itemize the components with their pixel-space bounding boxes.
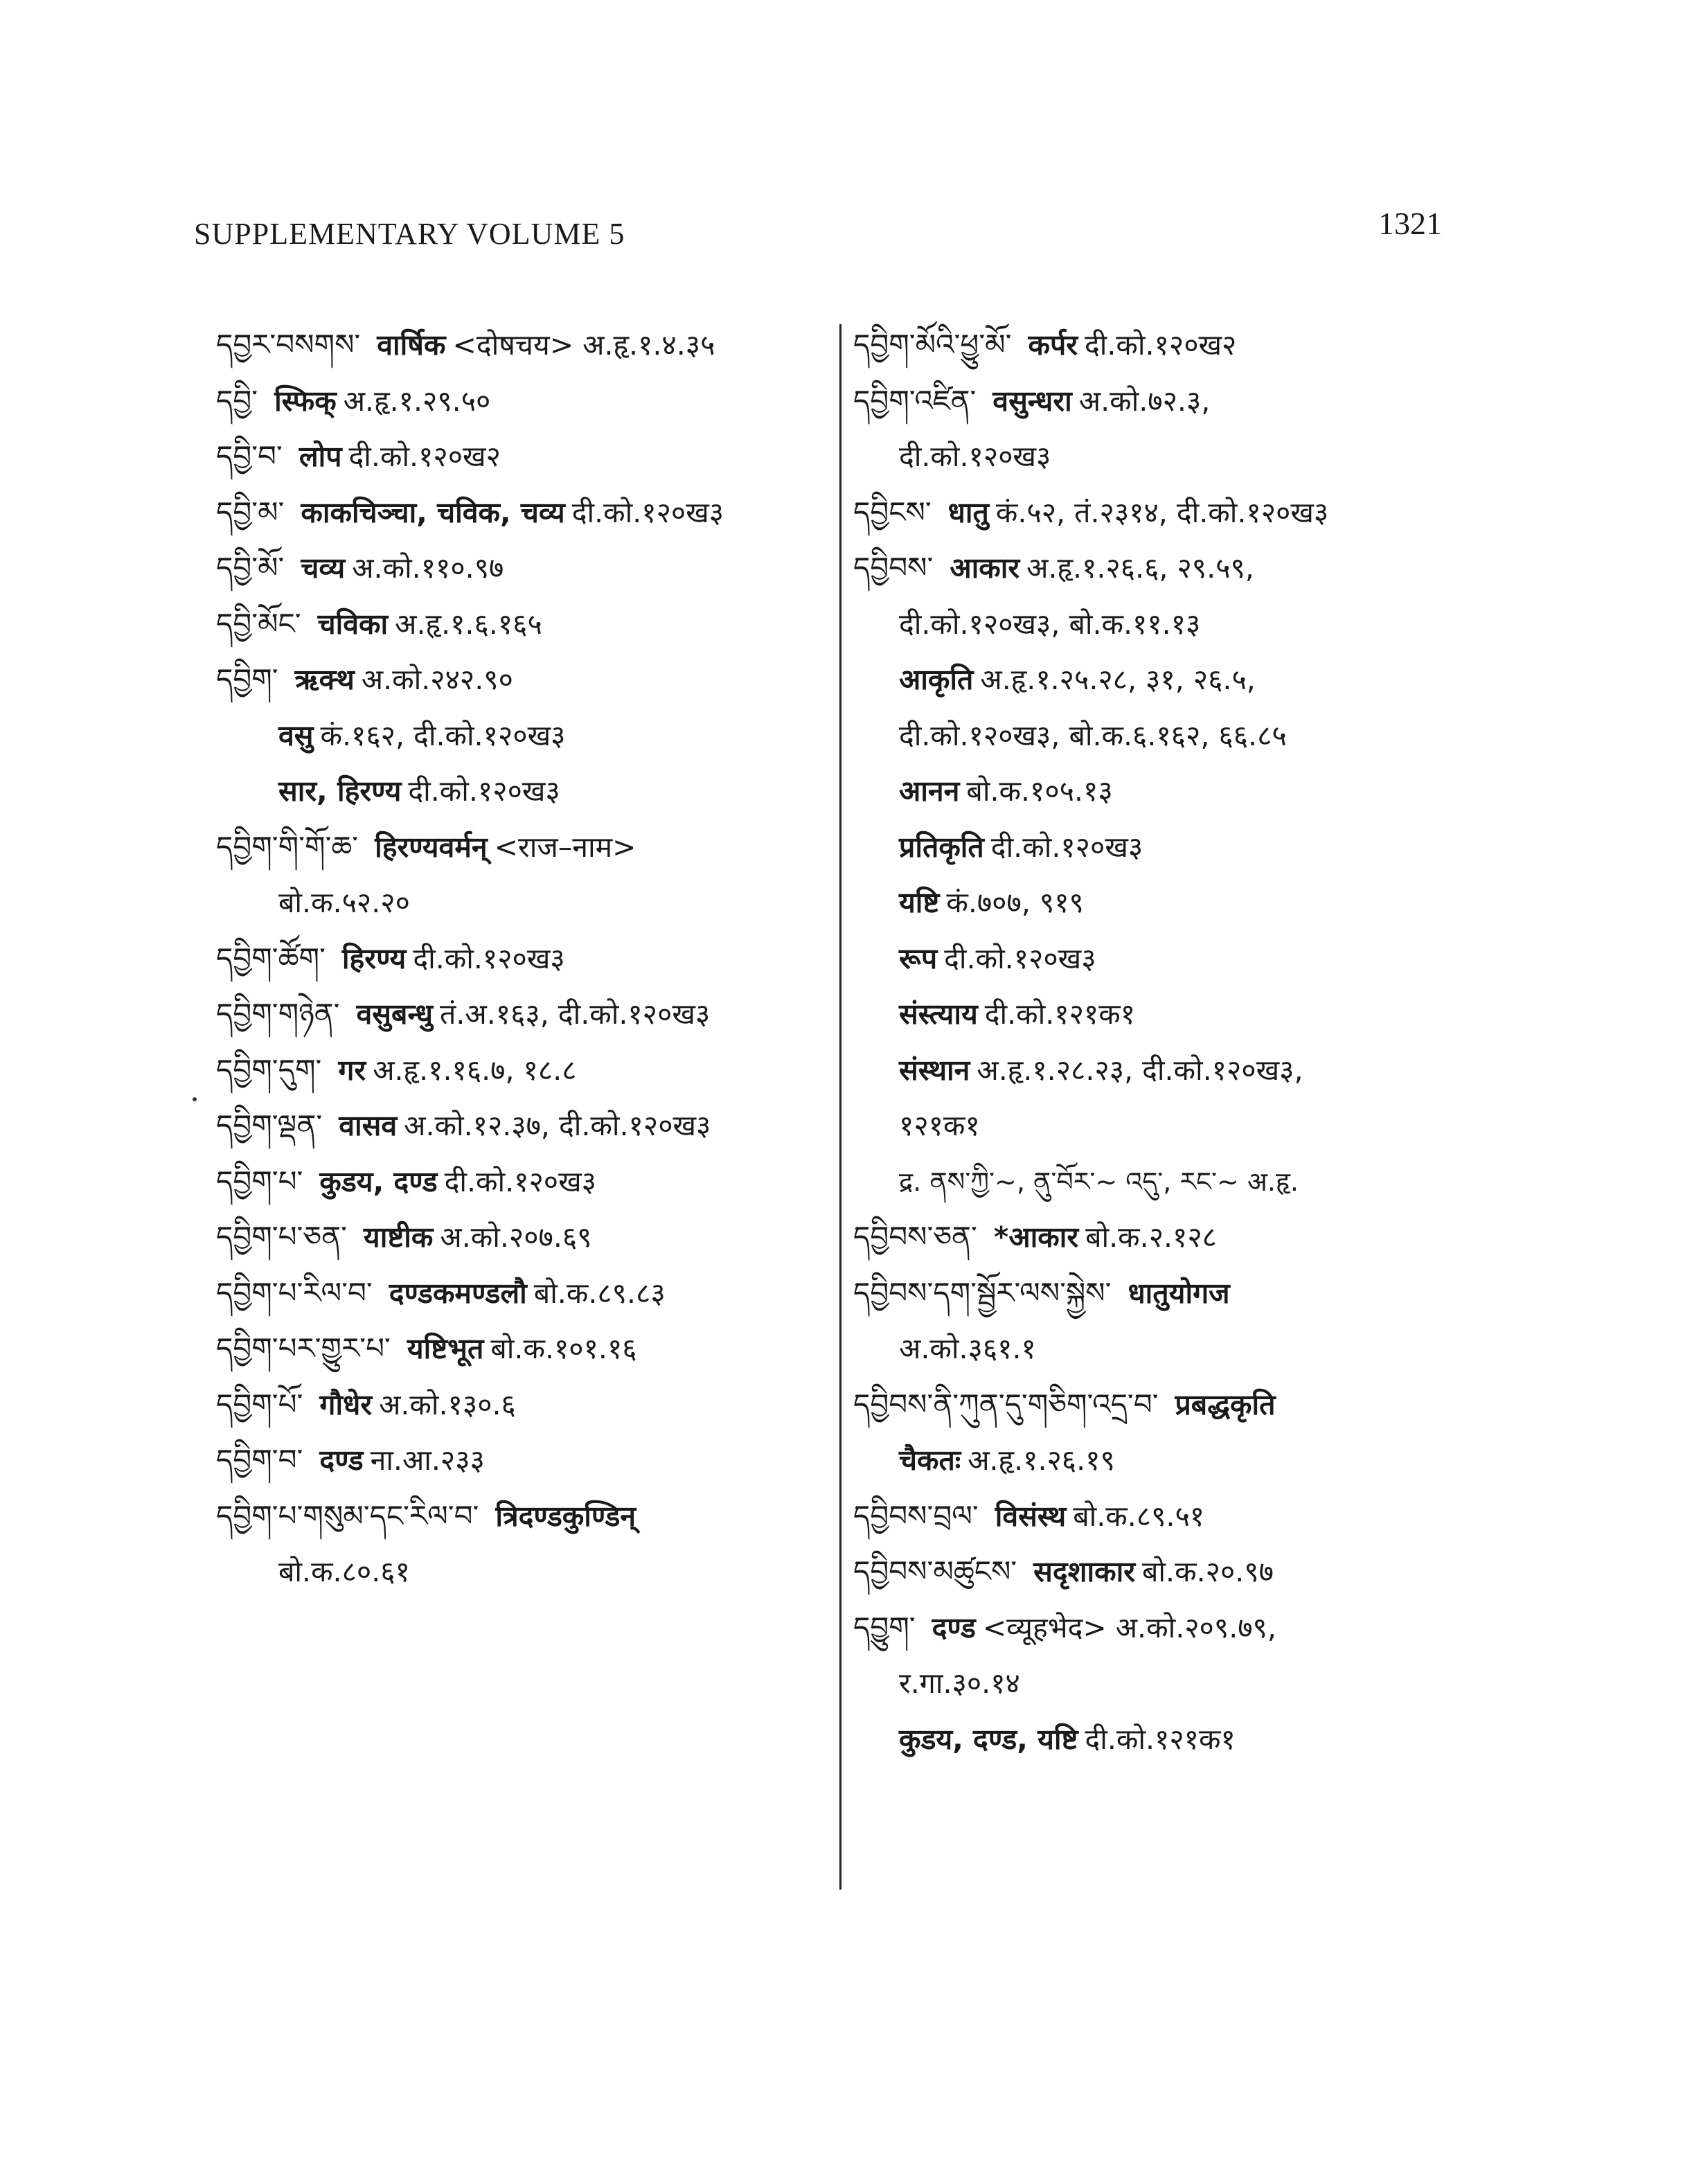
tibetan-headword: དབྱིབས་མཚུངས་ [853,1554,1017,1588]
dictionary-entry [216,1266,832,1322]
source-reference: अ.हृ.१.६.१६५ [395,607,542,641]
dictionary-entry [216,429,832,485]
tibetan-headword: དབྱི་མོང་ [216,606,301,641]
source-reference: अ.को.१३०.६ [379,1387,516,1421]
entry-continuation [853,1712,1463,1768]
source-reference: बो.क.१०१.१६ [490,1332,637,1365]
tibetan-headword: དབྱིག་མོའི་ཕྱུ་མོ་ [853,328,1012,362]
source-reference: अ.को.२०७.६९ [440,1220,592,1254]
dictionary-entry [853,373,1463,429]
sanskrit-equivalent: यष्टिभूत [407,1332,484,1365]
tibetan-headword: དབྱིབས་ཅན་ [853,1220,977,1254]
sanskrit-equivalent: आनन [899,774,960,808]
tibetan-headword: དབྱིག་པོ་ [216,1387,303,1421]
sanskrit-equivalent: हिरण्य [341,941,407,975]
entry-continuation [853,1154,1463,1210]
left-column [216,317,832,1600]
entry-continuation [853,708,1463,764]
source-reference: अ.हृ.१.२६.१९ [968,1444,1115,1477]
source-reference: तं.अ.१६३, दी.को.१२०ख३ [440,997,711,1031]
dictionary-entry [853,317,1463,373]
sanskrit-equivalent: प्रबद्धकृति [1175,1387,1276,1421]
sanskrit-equivalent: चव्य [301,551,346,585]
sanskrit-equivalent: दण्ड [932,1610,976,1644]
source-reference: <व्यूहभेद> अ.को.२०९.७९, [982,1610,1276,1644]
source-reference: बो.क.२०.९७ [1142,1555,1274,1588]
sanskrit-equivalent: चविका [317,607,389,641]
source-reference: अ.को.१२.३७, दी.को.१२०ख३ [404,1109,711,1142]
sanskrit-equivalent: सार, हिरण्य [278,774,402,808]
sanskrit-equivalent: यष्टि [899,886,940,919]
dictionary-entry [853,1209,1463,1266]
running-head: SUPPLEMENTARY VOLUME 5 [194,217,625,251]
sanskrit-equivalent: आकृति [899,663,974,696]
sanskrit-equivalent: वसुन्धरा [992,384,1072,418]
tibetan-headword: དབྱིག་ [216,662,278,696]
sanskrit-equivalent: याष्टीक [363,1220,434,1254]
source-reference: <राज–नाम> [494,830,636,864]
entry-continuation [853,986,1463,1042]
dictionary-entry [853,540,1463,596]
sanskrit-equivalent: दण्डकमण्डलौ [389,1276,527,1310]
sanskrit-equivalent: हिरण्यवर्मन् [375,830,488,864]
tibetan-headword: དབྱུག་ [853,1610,916,1644]
sanskrit-equivalent: संस्थान [899,1053,970,1087]
entry-continuation [216,875,832,931]
tibetan-headword: དབྱིག་ཚོག་ [216,941,326,975]
sanskrit-equivalent: धातु [947,495,989,529]
sanskrit-equivalent: चैकतः [899,1444,961,1477]
entry-continuation [853,819,1463,876]
tibetan-headword: དབྱི་མ་ [216,495,285,529]
source-reference: बो.क.८०.६१ [278,1555,410,1588]
dictionary-entry [216,317,832,373]
tibetan-headword: དབྱི་ [216,383,258,418]
dictionary-entry [216,596,832,652]
sanskrit-equivalent: गौधेर [319,1387,373,1421]
dictionary-entry [853,1377,1463,1433]
dictionary-entry [216,540,832,596]
sanskrit-equivalent: *आकार [993,1220,1079,1254]
tibetan-headword: དབྱིབས་བྲལ་ [853,1498,979,1533]
entry-continuation [853,652,1463,708]
source-reference: दी.को.१२०ख३ [413,941,565,975]
dictionary-entry [216,652,832,708]
dictionary-entry [216,986,832,1042]
dictionary-entry [216,819,832,876]
page-number: 1321 [1378,206,1442,241]
entry-continuation [853,429,1463,485]
dictionary-entry [216,1377,832,1433]
tibetan-headword: དབྱིག་པ་ [216,1164,303,1198]
source-reference: १२१क१ [899,1109,980,1142]
sanskrit-equivalent: रूप [899,941,938,975]
dictionary-entry [853,485,1463,541]
sanskrit-equivalent: लोप [299,440,342,473]
dictionary-entry [216,1432,832,1489]
right-column [853,317,1463,1767]
source-reference: दी.को.१२०ख३ [444,1164,596,1198]
dictionary-entry [853,1489,1463,1545]
tibetan-headword: དབྱིག་པར་གྱུར་པ་ [216,1331,391,1365]
sanskrit-equivalent: वासव [339,1109,398,1142]
tibetan-headword: དབྱིག་པ་རིལ་བ་ [216,1275,373,1310]
source-reference: दी.को.१२०ख३ [944,941,1096,975]
entry-continuation [853,1655,1463,1712]
entry-continuation [853,1432,1463,1489]
source-reference: र.गा.३०.१४ [899,1667,1020,1700]
entry-continuation [853,1042,1463,1099]
source-reference: दी.को.१२०ख३ [408,774,560,808]
entry-continuation [853,763,1463,819]
source-reference: दी.को.१२०ख३, बो.क.६.१६२, ६६.८५ [899,718,1287,752]
entry-continuation [216,763,832,819]
sanskrit-equivalent: दण्ड [319,1444,364,1477]
sanskrit-equivalent: स्फिक् [274,384,337,418]
sanskrit-equivalent: धातुयोगज [1128,1276,1230,1310]
sanskrit-equivalent: सदृशाकार [1033,1555,1135,1588]
dictionary-entry [216,1042,832,1099]
source-reference: दी.को.१२१क१ [1085,1722,1236,1756]
dictionary-entry [853,1544,1463,1600]
entry-continuation [853,596,1463,652]
tibetan-headword: དབྱིབས་ནི་ཀུན་དུ་གཅིག་འདྲ་བ་ [853,1387,1159,1421]
tibetan-headword: དབྱིག་པ་གསུམ་དང་རིལ་བ་ [216,1498,479,1533]
sanskrit-equivalent: ऋक्थ [294,663,355,696]
source-reference: दी.को.१२०ख२ [1085,328,1237,362]
dictionary-entry [216,373,832,429]
source-reference: अ.को.२४२.९० [361,663,513,696]
sanskrit-equivalent: वार्षिक [377,328,446,362]
sanskrit-equivalent: विसंस्थ [995,1499,1067,1533]
tibetan-headword: དབྱི་མོ་ [216,551,285,585]
sanskrit-equivalent: आकार [950,551,1020,585]
tibetan-headword: དབྱིག་འཛིན་ [853,383,977,418]
source-reference: ना.आ.२३३ [370,1444,485,1477]
source-reference: दी.को.१२०ख३ [899,440,1051,473]
dictionary-entry [216,1321,832,1377]
sanskrit-equivalent: कुडय, दण्ड [319,1164,438,1198]
entry-continuation [853,1098,1463,1154]
dictionary-entry [216,485,832,541]
sanskrit-equivalent: कुडय, दण्ड, यष्टि [899,1722,1078,1756]
tibetan-headword: དབྱིག་དུག་ [216,1052,322,1087]
tibetan-headword: དབྱར་བསགས་ [216,328,361,362]
source-reference: बो.क.५२.२० [278,886,410,919]
tibetan-headword: དབྱིག་ལྡན་ [216,1108,323,1142]
sanskrit-equivalent: कर्पर [1028,328,1078,362]
sanskrit-equivalent: प्रतिकृति [899,830,984,864]
sanskrit-equivalent: वसु [278,718,314,752]
tibetan-headword: དབྱིབས་དག་སྦྱོར་ལས་སྐྱེས་ [853,1275,1112,1310]
tibetan-headword: དབྱིག་པ་ཅན་ [216,1220,347,1254]
source-reference: अ.को.११०.९७ [352,551,504,585]
scan-speck [193,1097,197,1101]
entry-continuation [216,1544,832,1600]
tibetan-headword: དབྱིབས་ [853,551,934,585]
tibetan-headword: དབྱིག་གཉེན་ [216,997,340,1031]
entry-continuation [853,875,1463,931]
source-reference: अ.हृ.१.२८.२३, दी.को.१२०ख३, [977,1053,1303,1087]
source-reference: दी.को.१२०ख३ [990,830,1143,864]
dictionary-entry [853,1600,1463,1656]
tibetan-headword: དབྱི་བ་ [216,439,283,473]
dictionary-entry [216,1209,832,1266]
tibetan-headword: དབྱིག་བ་ [216,1443,303,1477]
sanskrit-equivalent: वसुबन्धु [356,997,434,1031]
source-reference: दी.को.१२१क१ [984,997,1136,1031]
source-reference: दी.को.१२०ख३, बो.क.११.१३ [899,607,1201,641]
source-reference: दी.को.१२०ख२ [348,440,501,473]
source-reference: अ.को.७२.३, [1078,384,1211,418]
source-reference: अ.हृ.१.२६.६, २९.५९, [1026,551,1254,585]
source-reference: दी.को.१२०ख३ [571,495,724,529]
tibetan-headword: དབྱིངས་ [853,495,932,529]
sanskrit-equivalent: गर [338,1053,366,1087]
dictionary-entry [216,931,832,987]
source-reference: कं.७०७, ९१९ [946,886,1084,919]
source-reference: बो.क.८९.८३ [533,1276,666,1310]
entry-continuation [853,931,1463,987]
dictionary-entry [216,1154,832,1210]
dictionary-entry [216,1489,832,1545]
source-reference: कं.५२, तं.२३१४, दी.को.१२०ख३ [995,495,1329,529]
source-reference: अ.को.३६१.१ [899,1332,1036,1365]
source-reference: बो.क.१०५.१३ [966,774,1113,808]
source-reference: अ.हृ.१.२५.२८, ३१, २६.५, [980,663,1256,696]
sanskrit-equivalent: संस्त्याय [899,997,978,1031]
entry-continuation [853,1321,1463,1377]
source-reference: अ.हृ.१.१६.७, १८.८ [373,1053,577,1087]
source-reference: बो.क.२.१२८ [1085,1220,1218,1254]
source-reference: अ.हृ.१.२९.५० [343,384,491,418]
dictionary-entry [216,1098,832,1154]
sanskrit-equivalent: काकचिञ्चा, चविक, चव्य [301,495,565,529]
column-divider [839,324,841,1890]
source-reference: द्र. ནས་ཀྱི་~, ནུ་བོར་~ འདུ་, རང་~ अ.हृ. [899,1166,1299,1197]
tibetan-headword: དབྱིག་གི་གོ་ཆ་ [216,829,359,864]
source-reference: <दोषचय> अ.हृ.१.४.३५ [452,328,715,362]
dictionary-entry [853,1266,1463,1322]
source-reference: बो.क.८९.५१ [1073,1499,1205,1533]
entry-continuation [216,708,832,764]
source-reference: कं.१६२, दी.को.१२०ख३ [320,718,566,752]
sanskrit-equivalent: त्रिदण्डकुण्डिन् [495,1499,636,1533]
